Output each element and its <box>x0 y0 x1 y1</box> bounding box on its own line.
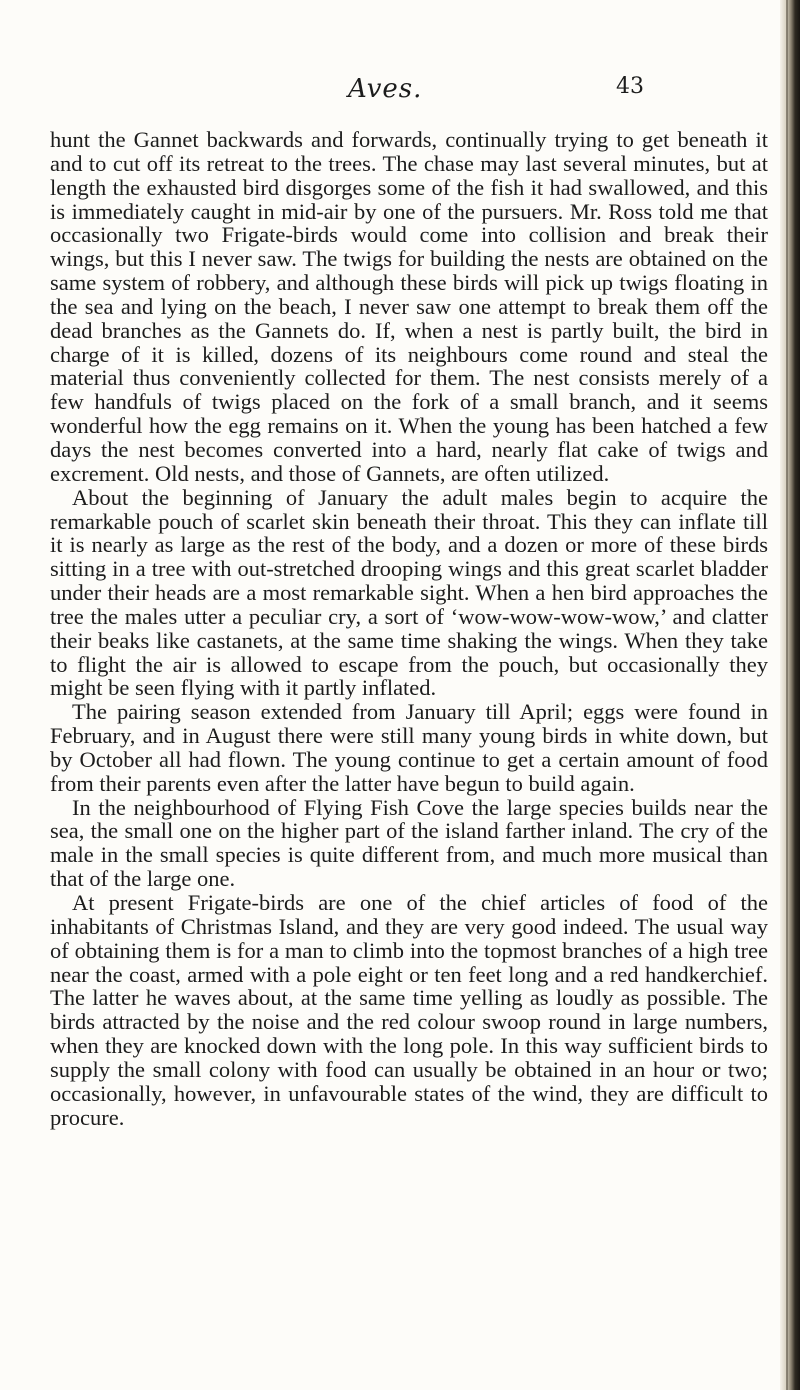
running-head <box>0 74 800 114</box>
paragraph-5: At present Frigate-birds are one of the chief articles of food of the inhabitants of Christmas Island, and they are very good indeed. The usual way of obtaining them is for a man to climb into the topmost branches of a high tree near the coast, armed with a pole eight or ten feet long and a red handkerchief. The latter he waves about, at the same time yelling as loudly as possible. The birds attracted by the noise and the red colour swoop round in large numbers, when they are knocked down with the long pole. In this way sufficient birds to supply the small colony with food can usually be obtained in an hour or two; occasionally, however, in unfavourable states of the wind, they are difficult to procure. <box>50 890 768 1130</box>
page-number: 43 <box>616 74 644 99</box>
page-edge-line <box>786 0 788 1390</box>
paragraph-3: The pairing season extended from January till April; eggs were found in February, and in August there were still many young birds in white down, but by October all had flown. The young continue to get a certain amount of food from their parents even after the latter have begun to build again. <box>50 699 768 796</box>
paragraph-2: About the beginning of January the adult males begin to acquire the remarkable pouch of scarlet skin beneath their throat. This they can inflate till it is nearly as large as the rest of the body, and a dozen or more of these birds sitting in a tree with out-stretched drooping wings and this great scarlet bladder under their heads are a most remarkable sight. When a hen bird approaches the tree the males utter a peculiar cry, a sort of ‘wow-wow-wow-wow,’ and clatter their beaks like castanets, at the same time shaking the wings. When they take to flight the air is allowed to escape from the pouch, but occasionally they might be seen flying with it partly inflated. <box>50 484 768 701</box>
body-text <box>50 128 768 1129</box>
paragraph-4: In the neighbourhood of Flying Fish Cove the large species builds near the sea, the small one on the higher part of the island farther inland. The cry of the male in the small species is quite different from, and much more musical than that of the large one. <box>50 794 768 892</box>
page-binding-edge <box>780 0 800 1390</box>
paragraph-1: hunt the Gannet backwards and forwards, continually trying to get beneath it and to cut off its retreat to the trees. The chase may last several minutes, but at length the exhausted bird disgorges some of the fish it had swallowed, and this is immediately caught in mid-air by one of the pursuers. Mr. Ross told me that occasionally two Frigate-birds would come into collision and break their wings, but this I never saw. The twigs for building the nests are obtained on the same system of robbery, and although these birds will pick up twigs floating in the sea and lying on the beach, I never saw one attempt to break them off the dead branches as the Gannets do. If, when a nest is partly built, the bird in charge of it is killed, dozens of its neighbours come round and steal the material thus conveniently collected for them. The nest consists merely of a few handfuls of twigs placed on the fork of a small branch, and it seems wonderful how the egg remains on it. When the young has been hatched a few days the nest becomes converted into a hard, nearly flat cake of twigs and excrement. Old nests, and those of Gannets, are often utilized. <box>50 127 768 486</box>
running-head-title: Aves. <box>348 74 423 104</box>
